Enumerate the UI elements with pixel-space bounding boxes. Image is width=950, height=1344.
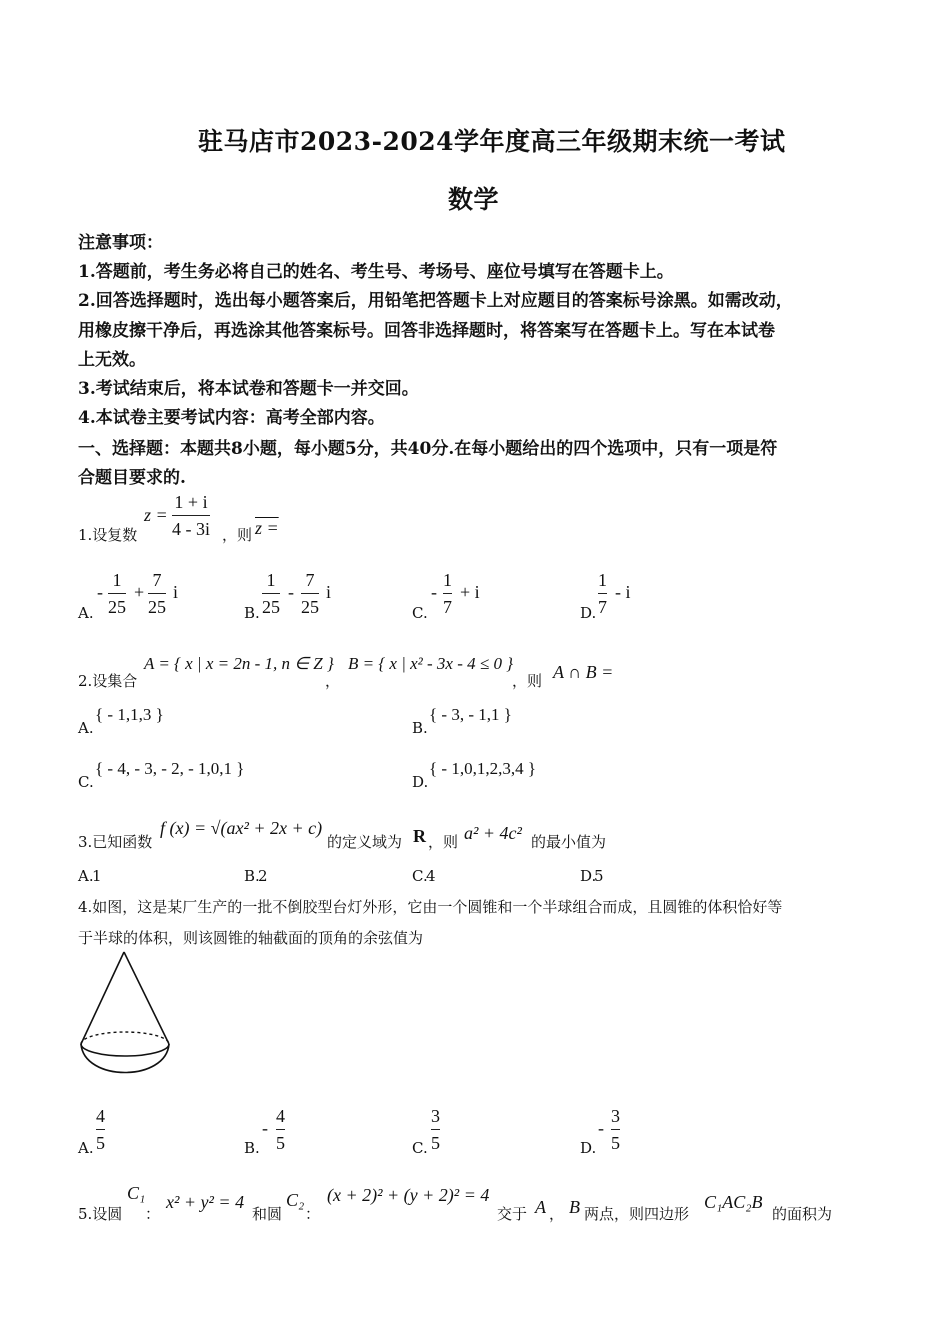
- q5-eq-2: (x + 2)² + (y + 2)² = 4: [327, 1185, 490, 1205]
- option-value: 2: [258, 867, 268, 885]
- option-label: A.: [78, 1139, 94, 1157]
- subject-title: 数学: [448, 185, 500, 214]
- q3-function: f (x) = √(ax² + 2x + c): [160, 818, 323, 838]
- option-value: { - 1,1,3 }: [95, 705, 164, 724]
- q1-stem: 1.设复数: [78, 526, 138, 544]
- q2-expr: A ∩ B =: [553, 662, 614, 682]
- q3-expr: a² + 4c²: [464, 823, 522, 843]
- option-label: C.: [78, 773, 94, 791]
- option-tail: i: [326, 582, 332, 602]
- option-value: { - 3, - 1,1 }: [429, 705, 512, 724]
- option-fraction: 4 5: [96, 1106, 105, 1153]
- q5-and: 和圆: [252, 1205, 283, 1223]
- q1-z-eq: z =: [144, 505, 168, 525]
- q2-stem: 2.设集合: [78, 672, 138, 690]
- q5-c2: C₂: [286, 1190, 305, 1210]
- q5-c1: C₁: [127, 1183, 146, 1203]
- option-value: 1: [92, 867, 102, 885]
- q4-line-2: 于半球的体积，则该圆锥的轴截面的顶角的余弦值为: [78, 929, 424, 947]
- lamp-figure: [76, 948, 176, 1084]
- option-label: D.: [412, 773, 429, 791]
- q5-point-a: A: [535, 1197, 546, 1217]
- option-frac-1: 1 25: [262, 570, 280, 617]
- q1-zbar: z =: [255, 518, 279, 538]
- option-label: D.: [580, 867, 597, 885]
- option-frac-2: 7 25: [301, 570, 319, 617]
- q2-then: ，则: [512, 672, 543, 690]
- option-value: { - 1,0,1,2,3,4 }: [429, 759, 536, 778]
- option-frac-1: 1 25: [108, 570, 126, 617]
- option-value: 5: [594, 867, 604, 885]
- q1-numerator: 1 + i: [174, 492, 208, 512]
- option-op: -: [288, 582, 294, 602]
- option-sign: -: [598, 1118, 604, 1138]
- q5-meet: 交于: [497, 1205, 528, 1223]
- note-1: 1.答题前，考生务必将自己的姓名、考生号、考场号、座位号填写在答题卡上。: [78, 262, 674, 282]
- q5-points: 两点，则四边形: [584, 1205, 690, 1223]
- q5-point-b: B: [569, 1197, 580, 1217]
- option-tail: i: [173, 582, 179, 602]
- notes-heading: 注意事项：: [78, 233, 163, 253]
- option-frac-2: 7 25: [148, 570, 166, 617]
- option-label: B.: [244, 1139, 260, 1157]
- option-label: A.: [78, 719, 94, 737]
- q2-set-a: A = { x | x = 2n - 1, n ∈ Z }: [144, 654, 334, 673]
- option-label: C.: [412, 604, 428, 622]
- q3-R: R: [413, 826, 426, 846]
- q2-comma: ，: [325, 672, 341, 690]
- option-frac-1: 1 7: [443, 570, 452, 617]
- option-fraction: 4 5: [276, 1106, 285, 1153]
- q5-comma: ，: [549, 1205, 565, 1223]
- option-sign: -: [262, 1118, 268, 1138]
- note-2-line-2: 用橡皮擦干净后，再选涂其他答案标号。回答非选择题时，将答案写在答题卡上。写在本试卷: [78, 321, 775, 341]
- q5-end: 的面积为: [772, 1205, 833, 1223]
- option-frac-1: 1 7: [598, 570, 607, 617]
- option-label: C.: [412, 867, 428, 885]
- option-label: B.: [244, 604, 260, 622]
- option-sign: -: [97, 582, 103, 602]
- option-op: - i: [615, 582, 631, 602]
- note-2-line-3: 上无效。: [78, 350, 146, 370]
- note-2-line-1: 2.回答选择题时，选出每小题答案后，用铅笔把答题卡上对应题目的答案标号涂黑。如需改动，: [78, 291, 793, 311]
- option-label: A.: [78, 604, 94, 622]
- option-fraction: 3 5: [611, 1106, 620, 1153]
- q3-end: 的最小值为: [531, 833, 607, 851]
- note-3: 3.考试结束后，将本试卷和答题卡一并交回。: [78, 379, 419, 399]
- option-label: B.: [412, 719, 428, 737]
- option-value: 4: [426, 867, 436, 885]
- option-label: D.: [580, 604, 597, 622]
- option-fraction: 3 5: [431, 1106, 440, 1153]
- note-4: 4.本试卷主要考试内容：高考全部内容。: [78, 408, 385, 428]
- option-sign: -: [431, 582, 437, 602]
- q2-set-b: B = { x | x² - 3x - 4 ≤ 0 }: [348, 654, 514, 673]
- q3-stem: 3.已知函数: [78, 833, 153, 851]
- q1-then: ，则: [222, 526, 253, 544]
- option-value: { - 4, - 3, - 2, - 1,0,1 }: [95, 759, 245, 778]
- q3-then: ，则: [428, 833, 459, 851]
- option-label: D.: [580, 1139, 597, 1157]
- section-heading-line-2: 合题目要求的.: [78, 468, 186, 488]
- exam-title: 驻马店市2023-2024学年度高三年级期末统一考试: [198, 127, 786, 156]
- q5-stem: 5.设圆: [78, 1205, 123, 1223]
- q5-eq-1: x² + y² = 4: [166, 1192, 245, 1212]
- section-heading-line-1: 一、选择题：本题共8小题，每小题5分，共40分.在每小题给出的四个选项中，只有一项是符: [78, 439, 778, 459]
- q5-colon-1: ：: [145, 1205, 161, 1223]
- q1-fraction: [172, 491, 210, 540]
- option-op: +: [134, 582, 145, 602]
- option-label: C.: [412, 1139, 428, 1157]
- option-op: + i: [460, 582, 480, 602]
- option-label: B.: [244, 867, 260, 885]
- q4-line-1: 4.如图，这是某厂生产的一批不倒胶型台灯外形，它由一个圆锥和一个半球组合而成，且圆锥的体积恰好等: [78, 898, 783, 916]
- option-label: A.: [78, 867, 94, 885]
- q5-colon-2: ：: [305, 1205, 321, 1223]
- q5-quad: C₁AC₂B: [704, 1192, 763, 1212]
- q1-denominator: 4 - 3i: [172, 519, 210, 539]
- q3-mid: 的定义域为: [327, 833, 403, 851]
